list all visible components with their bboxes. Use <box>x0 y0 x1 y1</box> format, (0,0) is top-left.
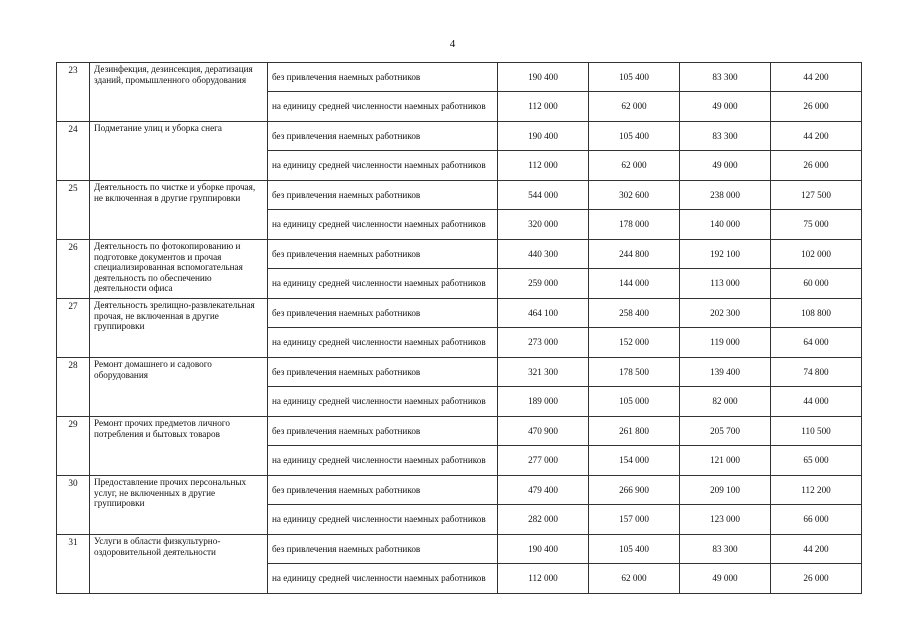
value-cell-2: 105 400 <box>589 535 680 564</box>
value-cell-1: 189 000 <box>498 387 589 417</box>
value-cell-2: 178 000 <box>589 210 680 240</box>
condition-cell: без привлечения наемных работников <box>268 122 498 151</box>
value-cell-1: 320 000 <box>498 210 589 240</box>
value-cell-2: 244 800 <box>589 240 680 269</box>
value-cell-1: 190 400 <box>498 535 589 564</box>
value-cell-3: 140 000 <box>680 210 771 240</box>
value-cell-3: 139 400 <box>680 358 771 387</box>
condition-cell: без привлечения наемных работников <box>268 63 498 92</box>
condition-cell: на единицу средней численности наемных работников <box>268 387 498 417</box>
value-cell-3: 202 300 <box>680 299 771 328</box>
value-cell-4: 26 000 <box>771 564 862 594</box>
condition-cell: на единицу средней численности наемных работников <box>268 505 498 535</box>
table-row <box>57 535 862 564</box>
value-cell-4: 44 000 <box>771 387 862 417</box>
value-cell-2: 261 800 <box>589 417 680 446</box>
value-cell-4: 102 000 <box>771 240 862 269</box>
value-cell-1: 190 400 <box>498 63 589 92</box>
value-cell-3: 209 100 <box>680 476 771 505</box>
value-cell-3: 82 000 <box>680 387 771 417</box>
value-cell-4: 26 000 <box>771 92 862 122</box>
value-cell-2: 178 500 <box>589 358 680 387</box>
activity-name: Деятельность по чистке и уборке прочая, не включенная в другие группировки <box>90 181 268 240</box>
value-cell-3: 113 000 <box>680 269 771 299</box>
value-cell-1: 259 000 <box>498 269 589 299</box>
table-row <box>57 358 862 387</box>
condition-cell: без привлечения наемных работников <box>268 358 498 387</box>
condition-cell: на единицу средней численности наемных работников <box>268 446 498 476</box>
condition-cell: без привлечения наемных работников <box>268 417 498 446</box>
value-cell-2: 144 000 <box>589 269 680 299</box>
condition-cell: на единицу средней численности наемных работников <box>268 210 498 240</box>
activity-name: Ремонт домашнего и садового оборудования <box>90 358 268 417</box>
row-number: 25 <box>57 181 90 240</box>
activity-name: Дезинфекция, дезинсекция, дератизация зданий, промышленного оборудования <box>90 63 268 122</box>
value-cell-3: 83 300 <box>680 122 771 151</box>
condition-cell: без привлечения наемных работников <box>268 240 498 269</box>
table-row <box>57 63 862 92</box>
page-number: 4 <box>449 38 456 50</box>
value-cell-4: 44 200 <box>771 122 862 151</box>
value-cell-1: 112 000 <box>498 92 589 122</box>
value-cell-3: 238 000 <box>680 181 771 210</box>
activity-name: Ремонт прочих предметов личного потребления и бытовых товаров <box>90 417 268 476</box>
value-cell-4: 127 500 <box>771 181 862 210</box>
value-cell-2: 105 400 <box>589 122 680 151</box>
value-cell-4: 26 000 <box>771 151 862 181</box>
condition-cell: на единицу средней численности наемных работников <box>268 328 498 358</box>
value-cell-2: 157 000 <box>589 505 680 535</box>
value-cell-4: 44 200 <box>771 535 862 564</box>
table-body <box>57 63 862 594</box>
value-cell-3: 205 700 <box>680 417 771 446</box>
activity-name: Предоставление прочих персональных услуг, не включенных в другие группировки <box>90 476 268 535</box>
value-cell-1: 479 400 <box>498 476 589 505</box>
table-row <box>57 417 862 446</box>
activity-name: Услуги в области физкультурно-оздоровительной деятельности <box>90 535 268 594</box>
value-cell-3: 49 000 <box>680 564 771 594</box>
value-cell-1: 273 000 <box>498 328 589 358</box>
value-cell-1: 440 300 <box>498 240 589 269</box>
value-cell-3: 83 300 <box>680 63 771 92</box>
table-row <box>57 122 862 151</box>
value-cell-3: 192 100 <box>680 240 771 269</box>
value-cell-1: 112 000 <box>498 564 589 594</box>
value-cell-1: 112 000 <box>498 151 589 181</box>
value-cell-3: 83 300 <box>680 535 771 564</box>
table-row <box>57 476 862 505</box>
value-cell-2: 302 600 <box>589 181 680 210</box>
value-cell-2: 258 400 <box>589 299 680 328</box>
value-cell-1: 190 400 <box>498 122 589 151</box>
value-cell-2: 62 000 <box>589 151 680 181</box>
condition-cell: на единицу средней численности наемных работников <box>268 151 498 181</box>
activity-name: Подметание улиц и уборка снега <box>90 122 268 181</box>
value-cell-4: 44 200 <box>771 63 862 92</box>
value-cell-1: 470 900 <box>498 417 589 446</box>
value-cell-2: 154 000 <box>589 446 680 476</box>
activity-name: Деятельность по фотокопированию и подготовке документов и прочая специализированная вспомогательная деятельность по обеспечению деятельности офиса <box>90 240 268 299</box>
row-number: 23 <box>57 63 90 122</box>
table-row <box>57 181 862 210</box>
condition-cell: на единицу средней численности наемных работников <box>268 564 498 594</box>
value-cell-4: 112 200 <box>771 476 862 505</box>
value-cell-1: 464 100 <box>498 299 589 328</box>
activity-name: Деятельность зрелищно-развлекательная прочая, не включенная в другие группировки <box>90 299 268 358</box>
value-cell-3: 121 000 <box>680 446 771 476</box>
value-cell-4: 64 000 <box>771 328 862 358</box>
value-cell-1: 321 300 <box>498 358 589 387</box>
tax-rate-table <box>56 62 862 594</box>
row-number: 29 <box>57 417 90 476</box>
row-number: 30 <box>57 476 90 535</box>
value-cell-4: 75 000 <box>771 210 862 240</box>
value-cell-3: 49 000 <box>680 92 771 122</box>
value-cell-4: 66 000 <box>771 505 862 535</box>
value-cell-2: 62 000 <box>589 92 680 122</box>
condition-cell: на единицу средней численности наемных работников <box>268 92 498 122</box>
table-row <box>57 299 862 328</box>
row-number: 24 <box>57 122 90 181</box>
value-cell-4: 110 500 <box>771 417 862 446</box>
value-cell-1: 282 000 <box>498 505 589 535</box>
value-cell-2: 266 900 <box>589 476 680 505</box>
value-cell-3: 119 000 <box>680 328 771 358</box>
value-cell-2: 105 400 <box>589 63 680 92</box>
value-cell-1: 544 000 <box>498 181 589 210</box>
row-number: 31 <box>57 535 90 594</box>
value-cell-2: 105 000 <box>589 387 680 417</box>
condition-cell: без привлечения наемных работников <box>268 299 498 328</box>
condition-cell: на единицу средней численности наемных работников <box>268 269 498 299</box>
value-cell-3: 49 000 <box>680 151 771 181</box>
value-cell-4: 74 800 <box>771 358 862 387</box>
value-cell-1: 277 000 <box>498 446 589 476</box>
condition-cell: без привлечения наемных работников <box>268 535 498 564</box>
row-number: 27 <box>57 299 90 358</box>
value-cell-4: 108 800 <box>771 299 862 328</box>
row-number: 26 <box>57 240 90 299</box>
value-cell-2: 62 000 <box>589 564 680 594</box>
value-cell-4: 60 000 <box>771 269 862 299</box>
table-row <box>57 240 862 269</box>
condition-cell: без привлечения наемных работников <box>268 476 498 505</box>
condition-cell: без привлечения наемных работников <box>268 181 498 210</box>
value-cell-4: 65 000 <box>771 446 862 476</box>
row-number: 28 <box>57 358 90 417</box>
value-cell-2: 152 000 <box>589 328 680 358</box>
value-cell-3: 123 000 <box>680 505 771 535</box>
